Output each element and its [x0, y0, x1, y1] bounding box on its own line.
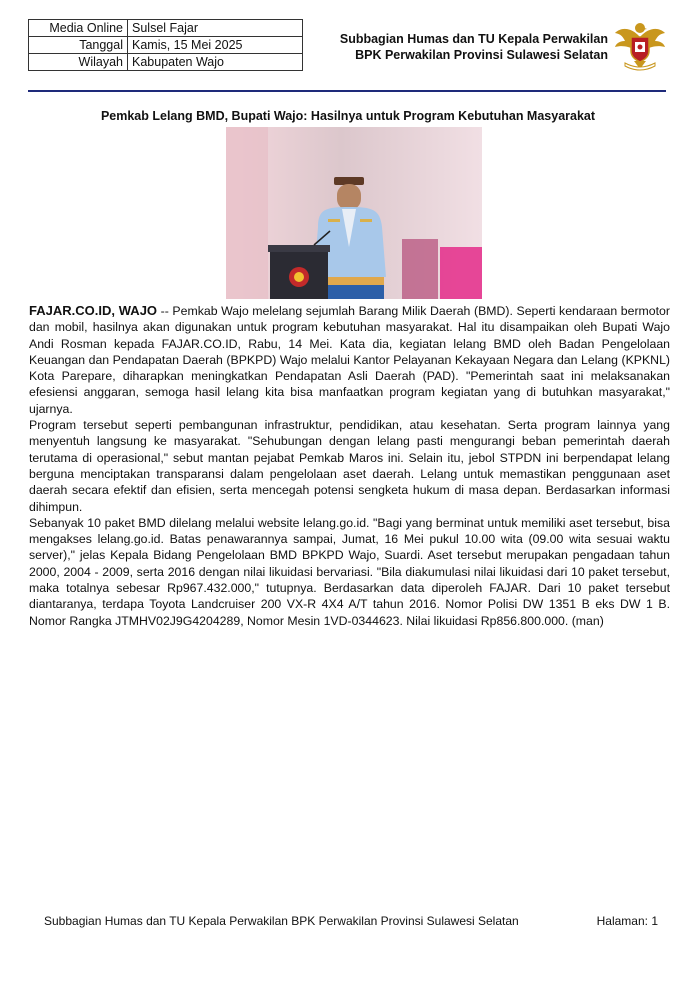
- org-line-1: Subbagian Humas dan TU Kepala Perwakilan: [339, 32, 608, 46]
- paragraph-1: [29, 303, 670, 417]
- article-title: Pemkab Lelang BMD, Bupati Wajo: Hasilnya untuk Program Kebutuhan Masyarakat: [100, 109, 596, 123]
- header-divider: [28, 90, 666, 92]
- footer-org: Subbagian Humas dan TU Kepala Perwakilan BPK Perwakilan Provinsi Sulawesi Selatan: [44, 914, 519, 928]
- paragraph-2: Program tersebut seperti pembangunan infrastruktur, pendidikan, atau kesehatan. Serta program lainnya yang menyentuh langsung ke masyarakat. "Sehubungan dengan lelang pasti mengurangi beban pemerintah daerah terutama di operasional," sebut mantan pejabat Pemkab Maros ini. Selain itu, jebol STPDN ini berpendapat lelang berguna menciptakan transparansi dalam pengelolaan aset daerah. Lelang untuk memastikan penggunaan aset daerah secara efektif dan efisien, serta mencegah potensi sengketa hukum di masa depan. Berdasarkan informasi dihimpun.: [29, 418, 670, 514]
- garuda-emblem-icon: [611, 15, 669, 73]
- page-number: Halaman: 1: [596, 914, 658, 928]
- meta-row-media: [29, 20, 303, 37]
- meta-table: [28, 19, 303, 71]
- meta-row-date: [29, 37, 303, 54]
- meta-key: Tanggal: [29, 37, 128, 54]
- meta-value: Sulsel Fajar: [128, 20, 303, 37]
- org-line-2: BPK Perwakilan Provinsi Sulawesi Selatan: [355, 48, 608, 62]
- meta-key: Wilayah: [29, 54, 128, 71]
- meta-row-region: [29, 54, 303, 71]
- meta-key: Media Online: [29, 20, 128, 37]
- org-header: [340, 31, 608, 63]
- paragraph-1-text: -- Pemkab Wajo melelang sejumlah Barang Milik Daerah (BMD). Seperti kendaraan bermotor dan mobil, hasilnya akan digunakan untuk program kebutuhan masyarakat. Hal itu disampaikan oleh Bupati Wajo Andi Rosman kepada FAJAR.CO.ID, Rabu, 14 Mei. Kata dia, kegiatan lelang BMD oleh Badan Pengelolaan Keuangan dan Pendapatan Daerah (BPKPD) Wajo melalui Kantor Pelayanan Kekayaan Negara dan Lelang (KPKNL) Kota Parepare, diharapkan meningkatkan Pendapatan Asli Daerah (PAD). "Pemerintah saat ini melaksanakan efesiensi anggaran, semoga hasil lelang kita bisa manfaatkan program kegiatan yang di butuhkan masyarakat," ujarnya.: [29, 304, 670, 416]
- meta-value: Kamis, 15 Mei 2025: [128, 37, 303, 54]
- article-body: [29, 303, 670, 629]
- dateline: FAJAR.CO.ID, WAJO: [29, 303, 158, 318]
- paragraph-3: Sebanyak 10 paket BMD dilelang melalui website lelang.go.id. "Bagi yang berminat untuk memiliki aset tersebut, bisa mengakses lelang.go.id. Batas penawarannya sampai, Jumat, 16 Mei pukul 10.00 wita (09.00 wita sesuai waktu server)," jelas Kepala Bidang Pengelolaan BMD BPKPD Wajo, Suardi. Aset tersebut merupakan pengadaan tahun 2000, 2004 - 2009, serta 2016 dengan nilai likuidasi bervariasi. "Bila diakumulasi nilai likuidasi dari 10 paket tersebut, maka totalnya sebesar Rp967.432.000," tutupnya. Berdasarkan data diperoleh FAJAR. Dari 10 paket tersebut diantaranya, terdapa Toyota Landcruiser 200 VX-R 4X4 A/T tahun 2016. Nomor Polisi DW 1351 B eks DW 1 B. Nomor Rangka JTMHV02J9G4204289, Nomor Mesin 1VD-0344623. Nilai likuidasi Rp856.800.000. (man): [29, 515, 670, 628]
- article-photo: [226, 127, 482, 299]
- meta-value: Kabupaten Wajo: [128, 54, 303, 71]
